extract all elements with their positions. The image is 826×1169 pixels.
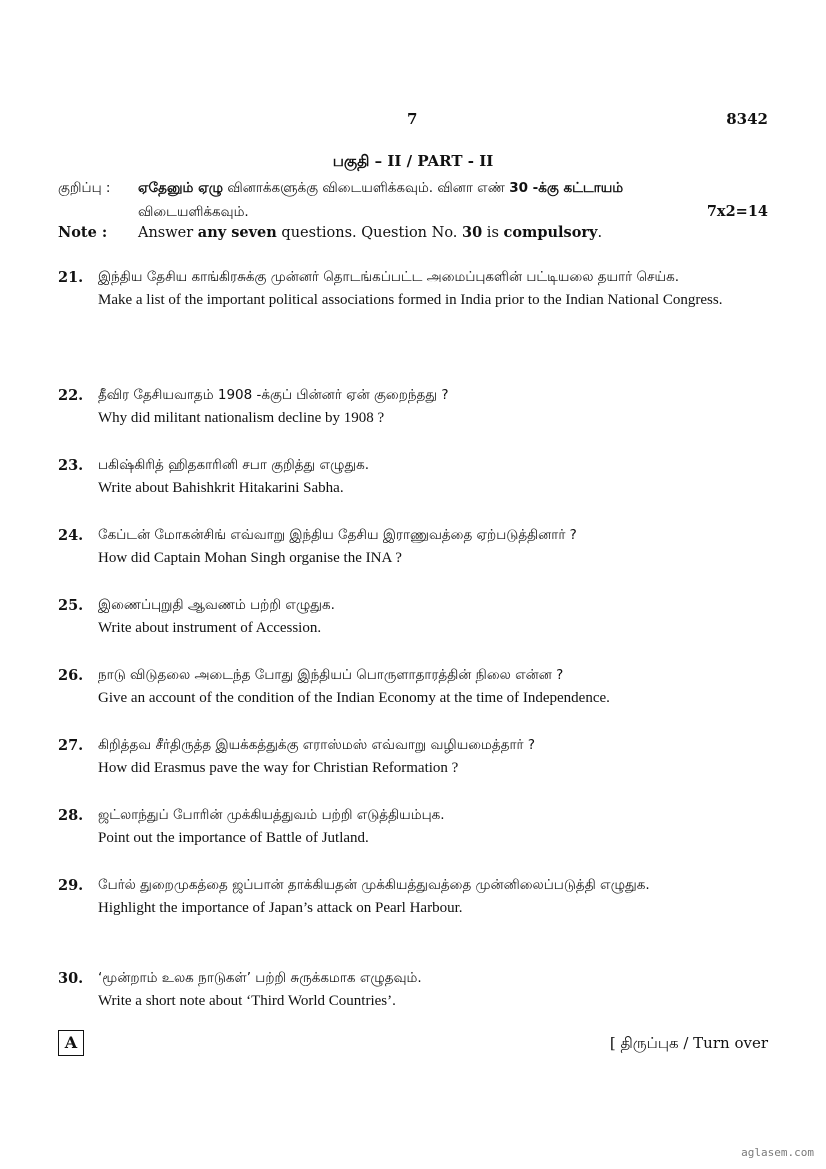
part-title: பகுதி – II / PART - II xyxy=(332,152,494,170)
note-en-mid: questions. Question No. xyxy=(276,225,463,241)
note-en-pre: Answer xyxy=(138,225,198,241)
note-en-post: . xyxy=(597,225,603,241)
question-number: 23. xyxy=(58,457,84,474)
note-tamil-bold-any-seven: ஏதேனும் ஏழு xyxy=(138,180,224,196)
question-number: 24. xyxy=(58,527,84,544)
site-watermark: aglasem.com xyxy=(741,1146,814,1159)
note-english xyxy=(58,221,768,245)
question-number: 25. xyxy=(58,597,84,614)
paper-code: 8342 xyxy=(726,110,768,128)
note-tamil-line2: விடையளிக்கவும். xyxy=(138,204,249,220)
note-english-label: Note : xyxy=(58,224,108,241)
question-number: 22. xyxy=(58,387,84,404)
question-number: 21. xyxy=(58,269,84,286)
question-tamil: ‘மூன்றாம் உலக நாடுகள்’ பற்றி சுருக்கமாக எழுதவும். xyxy=(98,970,422,986)
question-english: How did Erasmus pave the way for Christian Reformation ? xyxy=(98,760,459,776)
question-tamil: தீவிர தேசியவாதம் 1908 -க்குப் பின்னர் ஏன் குறைந்தது ? xyxy=(98,387,449,403)
note-en-any-seven: any seven xyxy=(197,224,277,241)
question-english: Write a short note about ‘Third World Countries’. xyxy=(98,993,396,1009)
question-tamil: பகிஷ்கிரித் ஹிதகாரினி சபா குறித்து எழுதுக. xyxy=(98,457,370,473)
version-box: A xyxy=(58,1030,84,1056)
question-english: Give an account of the condition of the Indian Economy at the time of Independence. xyxy=(98,690,610,706)
question-tamil: இணைப்புறுதி ஆவணம் பற்றி எழுதுக. xyxy=(98,597,335,613)
question-number: 30. xyxy=(58,970,84,987)
question-tamil: இந்திய தேசிய காங்கிரசுக்கு முன்னர் தொடங்கப்பட்ட அமைப்புகளின் பட்டியலை தயார் செய்க. xyxy=(98,269,679,285)
page-number: 7 xyxy=(407,110,418,128)
note-tamil-bold-compulsory: 30 -க்கு கட்டாயம் xyxy=(509,180,624,196)
question-tamil: கேப்டன் மோகன்சிங் எவ்வாறு இந்திய தேசிய இராணுவத்தை ஏற்படுத்தினார் ? xyxy=(98,527,577,543)
question-english: Point out the importance of Battle of Jutland. xyxy=(98,830,369,846)
question-number: 27. xyxy=(58,737,84,754)
question-tamil: பேர்ல் துறைமுகத்தை ஜப்பான் தாக்கியதன் முக்கியத்துவத்தை முன்னிலைப்படுத்தி எழுதுக. xyxy=(98,877,650,893)
note-en-compulsory: compulsory xyxy=(503,224,598,241)
turn-over-label: [ திருப்புக / Turn over xyxy=(609,1034,768,1052)
note-tamil-mid: வினாக்களுக்கு விடையளிக்கவும். வினா எண் xyxy=(223,180,510,196)
marks-label: 7x2=14 xyxy=(706,203,768,220)
question-english: Write about instrument of Accession. xyxy=(98,620,322,636)
question-tamil: கிறித்தவ சீர்திருத்த இயக்கத்துக்கு எராஸ்மஸ் எவ்வாறு வழியமைத்தார் ? xyxy=(98,737,536,753)
question-number: 29. xyxy=(58,877,84,894)
note-tamil-label: குறிப்பு : xyxy=(58,180,111,196)
note-english-text xyxy=(138,221,768,245)
question-english: Highlight the importance of Japan’s attack on Pearl Harbour. xyxy=(98,900,463,916)
note-tamil-text xyxy=(138,176,768,224)
question-tamil: நாடு விடுதலை அடைந்த போது இந்தியப் பொருளாதாரத்தின் நிலை என்ன ? xyxy=(98,667,564,683)
note-en-number: 30 xyxy=(462,224,483,241)
question-tamil: ஜட்லாந்துப் போரின் முக்கியத்துவம் பற்றி எடுத்தியம்புக. xyxy=(98,807,445,823)
question-english: Why did militant nationalism decline by 1908 ? xyxy=(98,410,385,426)
question-english: How did Captain Mohan Singh organise the INA ? xyxy=(98,550,402,566)
question-english: Make a list of the important political associations formed in India prior to the Indian National Congress. xyxy=(98,292,723,308)
note-en-mid2: is xyxy=(482,225,504,241)
note-tamil xyxy=(58,176,768,224)
question-number: 28. xyxy=(58,807,84,824)
question-english: Write about Bahishkrit Hitakarini Sabha. xyxy=(98,480,344,496)
question-number: 26. xyxy=(58,667,84,684)
